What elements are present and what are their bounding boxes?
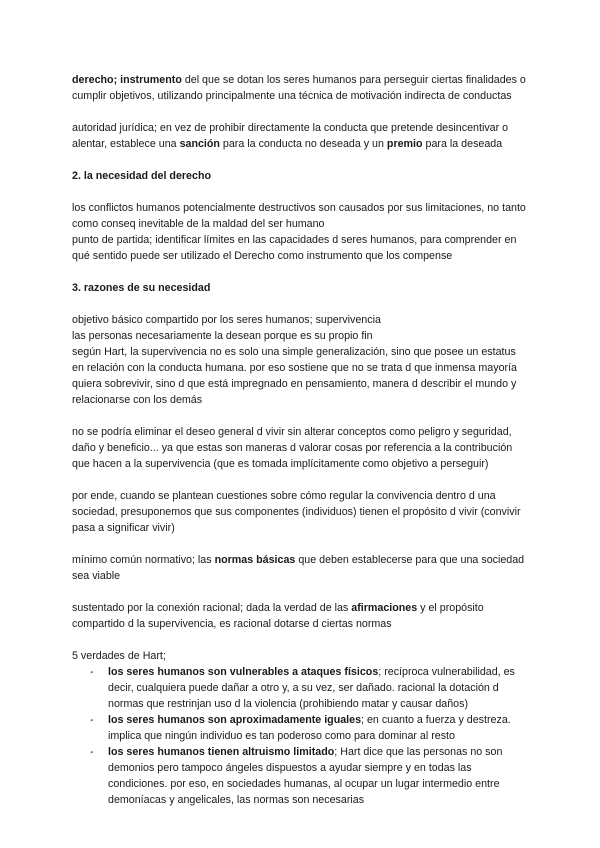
authority-text-end: para la deseada: [422, 138, 503, 150]
hart-truths-list: [72, 664, 530, 808]
definition-text: del que se dotan los seres humanos para perseguir ciertas finalidades o cumplir objetivos, utilizando principalmente una técnica de motivación indirecta de conductas: [72, 74, 526, 102]
list-dash: -: [90, 714, 94, 726]
desire-to-live-paragraph: no se podría eliminar el deseo general d vivir sin alterar conceptos como peligro y seguridad, daño y beneficio... ya que estas son maneras d valorar cosas por referencia a la contribución que hacen a la supervivencia (que es tomada implícitamente como objetivo a perseguir): [72, 426, 513, 470]
sanction-term: sanción: [179, 138, 220, 150]
truth-title: los seres humanos son vulnerables a ataques físicos: [108, 666, 379, 678]
reward-term: premio: [386, 138, 423, 150]
normative-text-end: que deben establecerse para que una sociedad sea viable: [72, 554, 525, 582]
list-item: [90, 664, 530, 712]
rational-text-end: y el propósito compartido d la supervivencia, es racional dotarse d ciertas normas: [72, 602, 484, 630]
statements-term: afirmaciones: [351, 602, 418, 614]
authority-paragraph: [72, 120, 530, 152]
definition-term: derecho; instrumento: [72, 74, 182, 86]
truth-text: ; recíproca vulnerabilidad, es decir, cualquiera puede dañar a otro y, a su vez, ser dañado. racional la dotación d normas que restrinjan uso d la violencia (prohibiendo matar y causar daños): [108, 666, 515, 710]
authority-text-start: autoridad jurídica; en vez de prohibir directamente la conducta que pretende desincentivar o alentar, establece una: [72, 122, 509, 150]
basic-norms-term: normas básicas: [214, 554, 296, 566]
rational-text-start: sustentado por la conexión racional; dada la verdad de las: [72, 602, 352, 614]
starting-point-paragraph: punto de partida; identificar límites en las capacidades d seres humanos, para comprender en qué sentido puede ser utilizado el Derecho como instrumento que los compense: [72, 234, 517, 262]
rational-connection-paragraph: [72, 600, 530, 632]
survival-block: [72, 312, 530, 408]
conflicts-paragraph: los conflictos humanos potencialmente destructivos son causados por sus limitaciones, no tanto como conseq inevitable de la maldad del ser humano: [72, 202, 526, 230]
list-dash: -: [90, 746, 94, 758]
hart-truths-title: 5 verdades de Hart;: [72, 650, 166, 662]
section-2-heading: 2. la necesidad del derecho: [72, 170, 211, 182]
desire-line: las personas necesariamente la desean porque es su propio fin: [72, 330, 373, 342]
hart-survival-paragraph: según Hart, la supervivencia no es solo una simple generalización, sino que posee un estatus en relación con la conducta humana. por eso sostiene que no se trata d que inmensa mayoría quiera sobrevivir, sino d que está impregnado en pensamiento, manera d describir el mundo y relacionarse con los demás: [72, 346, 517, 406]
section-3-heading: 3. razones de su necesidad: [72, 282, 211, 294]
coexistence-paragraph: por ende, cuando se plantean cuestiones sobre cómo regular la convivencia dentro d una sociedad, presuponemos que sus componentes (individuos) tienen el propósito d vivir (convivir pasa a significar vivir): [72, 490, 521, 534]
normative-minimum-paragraph: [72, 552, 530, 584]
list-dash: -: [90, 666, 94, 678]
truth-title: los seres humanos son aproximadamente iguales: [108, 714, 362, 726]
truth-title: los seres humanos tienen altruismo limitado: [108, 746, 335, 758]
truth-text: ; en cuanto a fuerza y destreza. implica que ningún individuo es tan poderoso como para dominar al resto: [108, 714, 511, 742]
authority-text-middle: para la conducta no deseada y un: [219, 138, 387, 150]
list-item: [90, 712, 530, 744]
basic-objective-line: objetivo básico compartido por los seres humanos; supervivencia: [72, 314, 381, 326]
truth-text: ; Hart dice que las personas no son demonios pero tampoco ángeles dispuestos a ayudar siempre y en todas las condiciones. por eso, en sociedades humanas, al ocupar un lugar intermedio entre demoníacas y angelicales, las normas son necesarias: [108, 746, 503, 806]
list-item: [90, 744, 530, 808]
definition-paragraph: [72, 72, 530, 104]
section-2-body: [72, 200, 530, 264]
normative-text-start: mínimo común normativo; las: [72, 554, 215, 566]
